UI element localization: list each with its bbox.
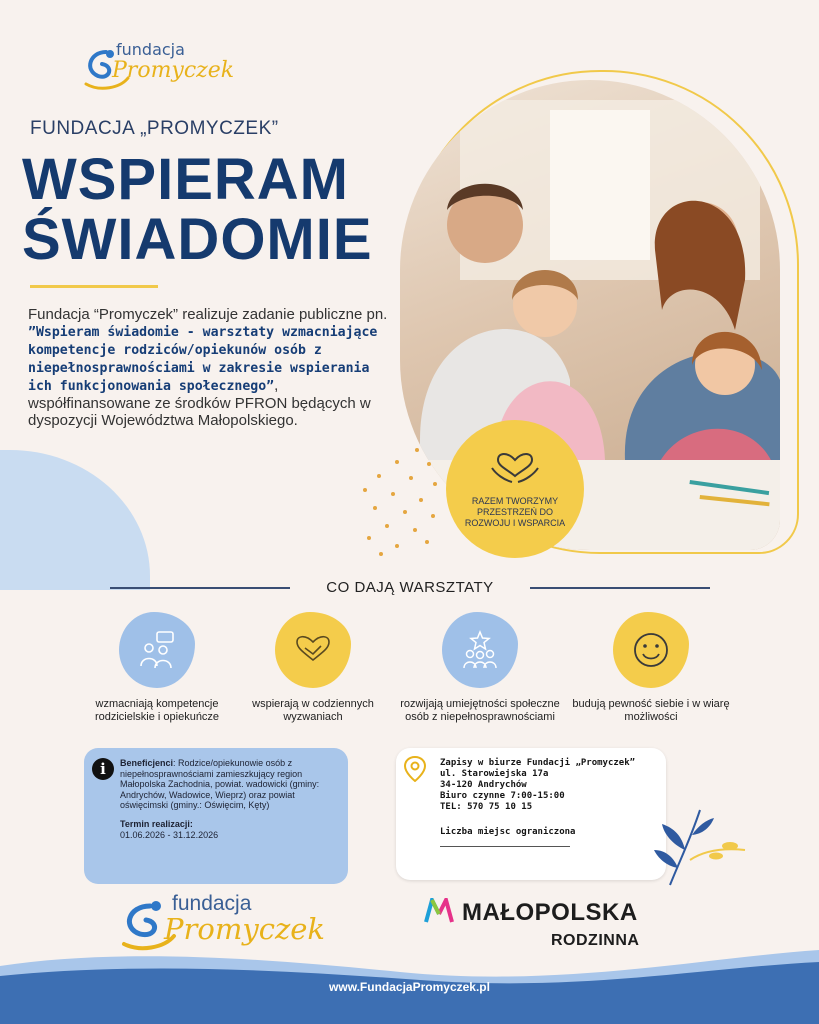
contact-details (440, 758, 650, 838)
benefit-label: wzmacniają kompetencje rodzicielskie i opiekuńcze (94, 698, 220, 723)
handshake-heart-icon (293, 630, 333, 670)
benefit-item (72, 612, 242, 724)
contact-street: ul. Starowiejska 17a (440, 769, 549, 779)
benefit-item (566, 612, 736, 724)
headline (22, 147, 373, 272)
intro-project-name: ”Wspieram świadomie - warsztaty wzmacniające kompetencje rodziców/opiekunów osób z niepełnosprawnościami w zakresie wspierania ich funkcjonowania społecznego” (28, 325, 378, 394)
term-value: 01.06.2026 - 31.12.2026 (120, 829, 219, 840)
dot (409, 476, 413, 480)
section-title: CO DAJĄ WARSZTATY (326, 579, 494, 596)
fundacja-logo (76, 40, 235, 96)
malopolska-name: MAŁOPOLSKA (462, 899, 638, 926)
dot (427, 462, 431, 466)
logo-bottom-line2: Promyczek (164, 912, 325, 946)
benefit-item (395, 612, 565, 724)
dot (419, 498, 423, 502)
badge-text: RAZEM TWORZYMY PRZESTRZEŃ DO ROZWOJU I WSPARCIA (464, 496, 566, 528)
contact-box (396, 748, 666, 880)
fundacja-logo-bottom (112, 892, 325, 952)
term-label: Termin realizacji: (120, 818, 193, 829)
contact-hours: Biuro czynne 7:00-15:00 (440, 791, 565, 801)
parents-chat-icon (137, 630, 177, 670)
website-link[interactable]: www.FundacjaPromyczek.pl (329, 980, 490, 994)
dot (373, 506, 377, 510)
term-block (120, 819, 340, 840)
decorative-dots (355, 448, 445, 558)
values-badge (446, 420, 584, 558)
group-star-icon (460, 630, 500, 670)
benefit-blob (119, 612, 195, 688)
smile-icon (631, 630, 671, 670)
beneficiaries-label: Beneficjenci (120, 758, 174, 768)
section-line-right (530, 587, 710, 589)
branch-decoration (650, 800, 750, 890)
dot (425, 540, 429, 544)
org-name: FUNDACJA „PROMYCZEK” (30, 118, 279, 139)
section-header (110, 576, 710, 600)
dot (391, 492, 395, 496)
dot (367, 536, 371, 540)
headline-line2: ŚWIADOMIE (22, 207, 373, 272)
dot (385, 524, 389, 528)
dot (395, 460, 399, 464)
contact-line1: Zapisy w biurze Fundacji „Promyczek” (440, 758, 636, 768)
decorative-blob (0, 450, 150, 590)
dot (377, 474, 381, 478)
dot (403, 510, 407, 514)
beneficiaries-box (84, 748, 348, 884)
benefit-label: wspierają w codziennych wyzwaniach (252, 698, 374, 723)
intro-before: Fundacja “Promyczek” realizuje zadanie publiczne pn. (28, 306, 388, 323)
dot (379, 552, 383, 556)
benefit-blob (442, 612, 518, 688)
contact-limit: Liczba miejsc ograniczona (440, 827, 576, 837)
benefit-item (228, 612, 398, 724)
benefit-label: rozwijają umiejętności społeczne osób z niepełnosprawnościami (400, 698, 560, 723)
contact-phone: TEL: 570 75 10 15 (440, 802, 533, 812)
headline-line1: WSPIERAM (22, 147, 349, 212)
dot (413, 528, 417, 532)
heart-hands-icon (490, 438, 540, 484)
beneficiaries-text (120, 758, 340, 840)
malopolska-m-icon (424, 898, 454, 924)
logo-line2: Promyczek (112, 58, 235, 83)
dot (363, 488, 367, 492)
contact-divider (440, 846, 570, 847)
malopolska-sub: RODZINNA (551, 932, 640, 949)
dot (431, 514, 435, 518)
dot (415, 448, 419, 452)
dot (433, 482, 437, 486)
contact-city: 34-120 Andrychów (440, 780, 527, 790)
info-icon: i (92, 758, 114, 780)
yellow-divider (30, 285, 158, 288)
logo-bottom-line1: fundacja (172, 892, 252, 915)
dot (395, 544, 399, 548)
intro-after: , współfinansowane ze środków PFRON będących w dyspozycji Województwa Małopolskiego. (28, 377, 371, 429)
logo-line1: fundacja (116, 40, 185, 59)
benefit-blob (275, 612, 351, 688)
intro-paragraph (28, 306, 400, 429)
benefit-label: budują pewność siebie i w wiarę możliwości (572, 698, 730, 723)
benefit-blob (613, 612, 689, 688)
location-pin-icon (404, 756, 426, 782)
beneficiaries-description: : Rodzice/opiekunowie osób z niepełnosprawnościami zamieszkujący region Małopolska Zachodnia, powiat. wadowicki (gminy: Andrychów, Wadowice, Wieprz) oraz powiat oświęcimski (gminy.: Oświęcim, Kęty) (120, 758, 320, 811)
